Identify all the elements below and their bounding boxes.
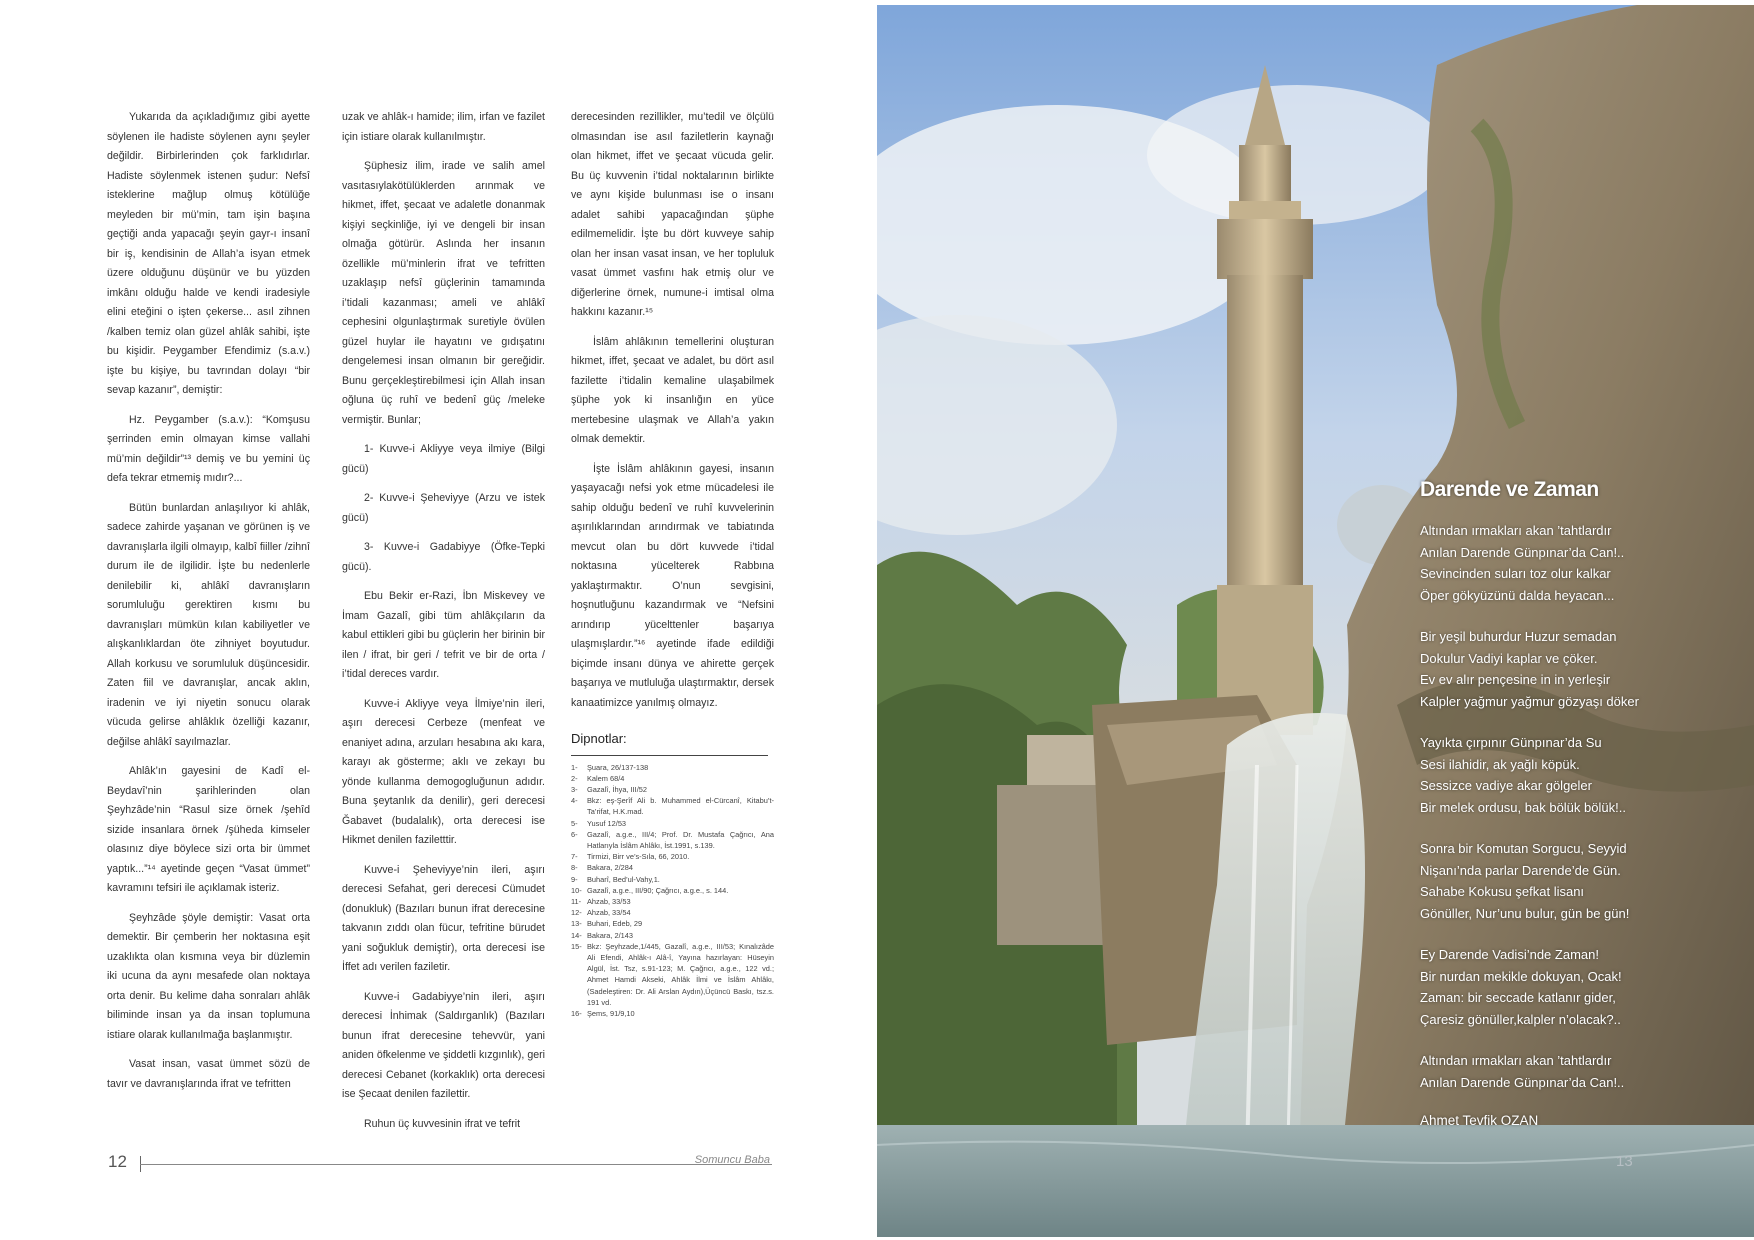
- poem-line: Zaman: bir seccade katlanır gider,: [1420, 990, 1616, 1005]
- footnote-text: Bakara, 2/143: [587, 930, 634, 940]
- footnote-item: [571, 885, 774, 896]
- footnote-text: Gazalî, a.g.e., III/90; Çağrıcı, a.g.e., s. 144.: [587, 885, 729, 895]
- footnote-item: [571, 941, 774, 1008]
- footnote-number: 13-: [571, 919, 582, 929]
- paragraph: Ahlâk’ın gayesini de Kadî el-Beydavî’nin şarihlerinden olan Şeyhzâde’nin “Rasul size örnek /şehîd sizide insanlara örnek /şüheda kimseler olasınız diye böylece sizi orta bir ümmet yaptık...”¹⁴ ayetinde geçen “Vasat ümmet” kavramını tefsiri ile açıklamak isteriz.: [107, 765, 310, 894]
- paragraph: Kuvve-i Şeheviyye’nin ileri, aşırı derecesi Sefahat, geri derecesi Cümudet (donukluk) (Bazıları bunun ifrat derecesine takvanın zıddı olan fücur, tefritine bürudet yani soğukluk demiştir), orta derecesi ise İffet adı verilen faziletir.: [342, 863, 545, 973]
- poem-stanza: [1420, 838, 1750, 924]
- poem-line: Yayıkta çırpınır Günpınar’da Su: [1420, 735, 1602, 750]
- footnote-text: Şuara, 26/137-138: [587, 762, 649, 772]
- paragraph: Şeyhzâde şöyle demiştir: Vasat orta demektir. Bir çemberin her noktasına eşit uzaklıkta olan kısmına veya bir düzlemin iki ucuna da aynı mesafede olan noktaya orta denir. Bu kelime daha sonraları ahlâk biliminde insan ya da insan toplumuna istiare olarak kullanılmağa başlanmıştır.: [107, 911, 310, 1041]
- footnote-text: Şems, 91/9,10: [587, 1008, 635, 1018]
- paragraph: derecesinden rezillikler, mu’tedil ve ölçülü olmasından ise asıl faziletlerin kaynağı olan hikmet, iffet ve şecaat vücuda gelir. Bu üç kuvvenin i’tidal noktalarının birlikte ve aynı kişide bulunması ise o insanı adalet sahibi yapacağından şüphe edilmemelidir. İşte bu dört kuvveye sahip olan her insan vasat insan, ve her topluluk vasat ümmet vasfını hak etmiş olur ve diğerlerine örnek, numune-i imtisal olma hakkını kazanır.¹⁵: [571, 111, 774, 318]
- poem-stanza: [1420, 520, 1750, 606]
- footnote-text: Gazalî, a.g.e., III/4; Prof. Dr. Mustafa Çağrıcı, Ana Hatlarıyla İslâm Ahlâkı, İst.1991, s.139.: [587, 829, 774, 850]
- footnote-number: 16-: [571, 1008, 582, 1018]
- footnote-item: [571, 773, 774, 784]
- footnote-item: [571, 907, 774, 918]
- poem-line: Bir melek ordusu, bak bölük bölük!..: [1420, 799, 1626, 815]
- poem-line: Bir yeşil buhurdur Huzur semadan: [1420, 629, 1617, 644]
- footnote-number: 6-: [571, 829, 578, 839]
- poem-stanza: [1420, 1050, 1750, 1093]
- footnote-text: Bkz: eş-Şerîf Ali b. Muhammed el-Cürcanî, Kitabu’t-Ta’rifat, H.K.mad.: [587, 796, 774, 817]
- text-column-2: [342, 108, 545, 1144]
- paragraph: İşte İslâm ahlâkının gayesi, insanın yaşayacağı nefsi yok etme mücadelesi ile sahip olduğu bedenî ve ruhî kuvvelerinin aşırılıklarından arındırmak ve tabiatında mevcut olan bu dört kuvvede i’tidal noktasına yücelterek Rabbına yaklaştırmaktır. O’nun sevgisini, hoşnutluğunu kazandırmak ve “Nefsini arındırıp yücelttenler başarıya ulaşmışlardır.”¹⁶ ayetinde ifade edildiği biçimde insanı dünya ve ahirette gerçek başarıya ve mutluluğa ulaştırmaktır, dersek kanaatimizce yanılmış olmayız.: [571, 462, 774, 709]
- poem-stanza: [1420, 626, 1750, 712]
- paragraph: Vasat insan, vasat ümmet sözü de tavır ve davranışlarında ifrat ve tefritten: [107, 1058, 310, 1090]
- footnote-text: Gazalî, İhya, III/52: [587, 784, 647, 794]
- footnote-item: [571, 1008, 774, 1019]
- paragraph: İslâm ahlâkının temellerini oluşturan hikmet, iffet, şecaat ve adalet, bu dört asıl fazilette i’tidalin kemaline ulaşabilmek şüphe yok ki insanlığın en yüce mertebesine ulaşmak ve Allah’a yakın olmak demektir.: [571, 335, 774, 445]
- footnote-item: [571, 851, 774, 862]
- footnote-item: [571, 762, 774, 773]
- page-number-left: 12: [108, 1152, 127, 1171]
- footnote-item: [571, 784, 774, 795]
- footnote-number: 7-: [571, 852, 578, 862]
- paragraph: Şüphesiz ilim, irade ve salih amel vasıtasıylakötülüklerden arınmak ve hikmet, iffet, şecaat ve adaletle donanmak kişiyi seçkinliğe, iyi ve dengeli bir insan olmağa götürür. Aslında her insanın özellikle mü’minlerin ifrat ve tefritten uzaklaşıp nefsî güçlerinin tamamında i’tidali kazanması; ameli ve ahlâkî cephesini olgunlaştırmak suretiyle övülen güzel huylar ile hayatını ve gıdışatını dengelemesi insan olmanın bir gereğidir. Bunu gerçekleştirebilmesi için Allah insan oğluna üç ruhî ve bedenî güç /meleke vermiştir. Bunlar;: [342, 160, 545, 426]
- footnotes-list: [571, 762, 774, 1020]
- footnote-item: [571, 795, 774, 817]
- footnote-text: Ahzab, 33/53: [587, 896, 631, 906]
- footnote-item: [571, 896, 774, 907]
- left-footer: [108, 1152, 768, 1176]
- poem-line: Dokulur Vadiyi kaplar ve çöker.: [1420, 650, 1598, 666]
- poem-line: Çaresiz gönüller,kalpler n’olacak?..: [1420, 1011, 1621, 1027]
- poem-line: Sessizce vadiye akar gölgeler: [1420, 778, 1592, 793]
- magazine-name: Somuncu Baba: [694, 1154, 770, 1166]
- footnote-number: 12-: [571, 908, 582, 918]
- paragraph: Kuvve-i Akliyye veya İlmiye’nin ileri, aşırı derecesi Cerbeze (menfeat ve enaniyet adına, arzuları hesabına akı kara, karayı ak gösterme; aklı ve zekayı bu yönde kullanma demogogluğunun adıdır. Buna şeytanlık da denilir), geri derecesi Ğabavet (budalalık), orta derecesi ise Hikmet denilen faziletttir.: [342, 697, 545, 846]
- footnote-number: 4-: [571, 796, 578, 806]
- footnote-text: Buharî, Bed’ul-Vahy,1.: [587, 874, 660, 884]
- footnote-number: 3-: [571, 784, 578, 794]
- poem-line: Anılan Darende Günpınar’da Can!..: [1420, 544, 1625, 560]
- paragraph: 2- Kuvve-i Şeheviyye (Arzu ve istek gücü): [342, 492, 545, 524]
- paragraph: Hz. Peygamber (s.a.v.): “Komşusu şerrinden emin olmayan kimse vallahi mü’min değildir”¹³ demiş ve bu yemini üç defa tekrar etmemiş mıdır?...: [107, 413, 310, 484]
- paragraph: 1- Kuvve-i Akliyye veya ilmiye (Bilgi gücü): [342, 443, 545, 475]
- poem-stanza: [1420, 732, 1750, 818]
- footnote-number: 8-: [571, 863, 578, 873]
- footnotes-title: Dipnotlar:: [571, 729, 768, 756]
- footnote-text: Buhari, Edeb, 29: [587, 919, 643, 929]
- text-column-3: [571, 108, 774, 1019]
- footnote-text: Ahzab, 33/54: [587, 908, 631, 918]
- poem-line: Ey Darende Vadisi’nde Zaman!: [1420, 947, 1599, 962]
- poem-line: Anılan Darende Günpınar’da Can!..: [1420, 1074, 1625, 1090]
- poem-line: Sesi ilahidir, ak yağlı köpük.: [1420, 756, 1580, 772]
- footnote-item: [571, 829, 774, 851]
- footnote-text: Yusuf 12/53: [587, 818, 627, 828]
- right-page: [877, 0, 1754, 1240]
- footnote-text: Kalem 68/4: [587, 773, 625, 783]
- poem-title: Darende ve Zaman: [1420, 478, 1599, 501]
- footnote-item: [571, 918, 774, 929]
- poem-author: Ahmet Tevfik OZAN: [1420, 1113, 1539, 1128]
- paragraph: 3- Kuvve-i Gadabiyye (Öfke-Tepki gücü).: [342, 541, 545, 573]
- footnote-item: [571, 818, 774, 829]
- poem: [1420, 478, 1750, 1128]
- poem-line: Nişanı’nda parlar Darende’de Gün.: [1420, 862, 1621, 878]
- footnote-number: 10-: [571, 885, 582, 895]
- poem-line: Bir nurdan mekikle dokuyan, Ocak!: [1420, 968, 1622, 984]
- page-number-right: 13: [1616, 1153, 1633, 1170]
- footnote-text: Tirmizi, Birr ve’s-Sıla, 66, 2010.: [587, 852, 690, 862]
- footnote-number: 11-: [571, 896, 582, 906]
- poem-line: Ev ev alır pençesine in in yerleşir: [1420, 672, 1611, 687]
- poem-line: Sahabe Kokusu şefkat lisanı: [1420, 884, 1585, 899]
- footnote-number: 14-: [571, 930, 582, 940]
- footnote-number: 15-: [571, 941, 582, 951]
- poem-line: Öper gökyüzünü dalda heyacan...: [1420, 587, 1615, 603]
- footnote-number: 1-: [571, 762, 578, 772]
- poem-line: Gönüller, Nur’unu bulur, gün be gün!: [1420, 905, 1630, 921]
- paragraph: uzak ve ahlâk-ı hamide; ilim, irfan ve fazilet için istiare olarak kullanılmıştır.: [342, 111, 545, 143]
- paragraph: Ebu Bekir er-Razi, İbn Miskevey ve İmam Gazalî, gibi tüm ahlâkçıların da kabul ettikleri gibi bu güçlerin her birinin bir ilen / ifrat, bir geri / tefrit ve bir de orta / i’tidal dereces vardır.: [342, 590, 545, 680]
- poem-stanzas: [1420, 520, 1750, 1093]
- paragraph: Ruhun üç kuvvesinin ifrat ve tefrit: [364, 1117, 521, 1130]
- footnote-number: 2-: [571, 773, 578, 783]
- paragraph: Kuvve-i Gadabiyye’nin ileri, aşırı derecesi İnhimak (Saldırganlık) (Bazıları bunun ifrat derecesine tehevvür, yani aniden öfkelenme ve şiddetli kızgınlık), geri derecesi Cebanet (korkaklık) orta derecesi ise Şecaat denilen fazilettir.: [342, 990, 545, 1100]
- footnote-item: [571, 862, 774, 873]
- poem-line: Sevincinden suları toz olur kalkar: [1420, 566, 1611, 581]
- poem-line: Altından ırmakları akan ’tahtlardır: [1420, 1053, 1612, 1068]
- footnote-item: [571, 930, 774, 941]
- paragraph: Bütün bunlardan anlaşılıyor ki ahlâk, sadece zahirde yaşanan ve görünen iş ve davranışlarla ilgili olmayıp, kalbî fiiller /zihnî durum ile de ilgilidir. İşte bu nedenlerle denilebilir ki, ahlâkî davranışların sorumluluğu gerektiren kısmı bu davranışları mümkün kılan kabiliyetler ve alışkanlıklardan öte zihniyet boyutudur. Allah korkusu ve sorumluluk düşüncesidir. Zaten fiil ve davranışlar, ancak aklın, iradenin ve iyi niyetin sonucu olarak vücuda gelirse ahlâklık özelliği kazanır, değilse ahlâkî sayılmazlar.: [107, 501, 310, 748]
- footnote-item: [571, 874, 774, 885]
- footnote-text: Bakara, 2/284: [587, 863, 634, 873]
- poem-stanza: [1420, 944, 1750, 1030]
- paragraph: Yukarıda da açıkladığımız gibi ayette söylenen ile hadiste söylenen aynı şeyler değildir. Birbirlerinden çok farklıdırlar. Hadiste söylenmek istenen şudur: Nefsî isteklerine mağlup olmuş kötülüğe meyleden bir mü’min, tam işin başına geçtiği anda yapacağı şeyin gayr-ı insanî bir iş, kendisinin de Allah’a isyan etmek üzere olduğunu düşünür ve bu yüzden imkânı olduğu halde ve kendi iradesiyle elini eteğini o işten çekerse... asıl zihnen /kalben temiz olan güzel ahlâk sahibi, işte bu kişidir. Peygamber Efendimiz (s.a.v.) işte bu kişiye, bu tavrından dolayı “bir sevap kazanır”, demiştir:: [107, 111, 310, 396]
- footer-rule: [140, 1164, 772, 1165]
- footnote-number: 9-: [571, 874, 578, 884]
- footnote-number: 5-: [571, 818, 578, 828]
- footnote-text: Bkz: Şeyhzade,1/445, Gazalî, a.g.e., III/53; Kınalızâde Ali Efendi, Ahlâk-ı Alâ-î, Yayına hazırlayan: Hüseyin Algül, İst. Tsz, s.91-123; M. Çağrıcı, a.g.e., 122 vd.; Ahmet Hamdi Akseki, Ahlâk İlmi ve İslâm Ahlâkı, (Sadeleştiren: Dr. Ali Arslan Aydın),Üçüncü Baskı, tsz.s. 191 vd.: [587, 941, 774, 1007]
- poem-line: Sonra bir Komutan Sorgucu, Seyyid: [1420, 841, 1627, 856]
- text-column-1: [107, 108, 310, 1104]
- poem-line: Altından ırmakları akan ’tahtlardır: [1420, 523, 1612, 538]
- poem-line: Kalpler yağmur yağmur gözyaşı döker: [1420, 693, 1639, 709]
